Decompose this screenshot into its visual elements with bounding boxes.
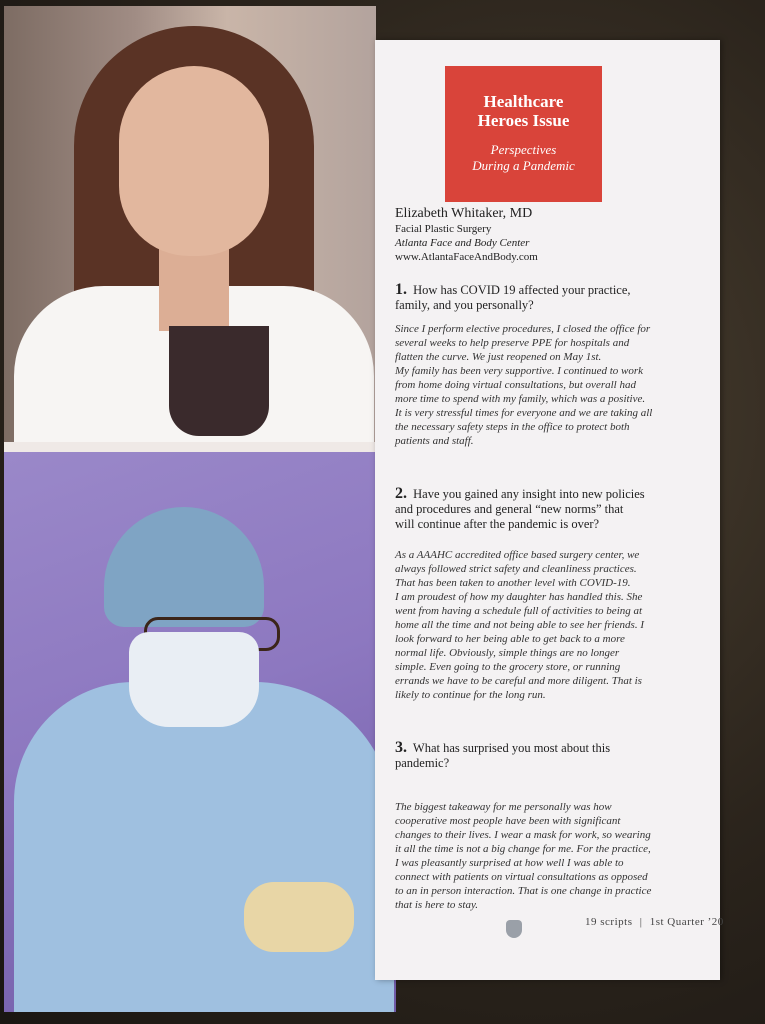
issue-title-line1: Healthcare: [483, 92, 564, 111]
answer-3: [395, 800, 653, 912]
issue-title: [445, 92, 602, 130]
answer-2: [395, 548, 653, 702]
portrait-photo: [4, 6, 376, 442]
photo-divider: [4, 442, 376, 452]
author-specialty: Facial Plastic Surgery: [395, 223, 492, 235]
publication-name: scripts: [600, 916, 633, 928]
page-number: 19: [585, 916, 597, 928]
answer-1-paragraph-1: Since I perform elective procedures, I closed the office for several weeks to help preserve PPE for hospitals and flatten the curve. We just reopened on May 1st.: [395, 323, 651, 363]
surgical-cap-shape: [104, 507, 264, 627]
question-2-number: 2.: [395, 485, 407, 502]
question-3-number: 3.: [395, 739, 407, 756]
answer-1-paragraph-2: My family has been very supportive. I continued to work from home doing virtual consultations, but overall had more time to spend with my family, which was a positive.: [395, 365, 646, 405]
issue-subtitle: [445, 142, 602, 174]
answer-2-paragraph-1: As a AAAHC accredited office based surgery center, we always followed strict safety and cleanliness practices. That has been taken to another level with COVID-19.: [395, 549, 640, 589]
question-1: [395, 282, 645, 313]
author-byline: [395, 206, 635, 264]
issue-date: 1st Quarter ’20: [649, 916, 724, 928]
answer-2-paragraph-2: I am proudest of how my daughter has handled this. She went from having a schedule full of activities to being at home all the time and not being able to see her friends. I look forward to her being able to get back to a more normal life. Obviously, simple things are no longer simple. Even going to the grocery store, or running errands we have to be careful and more diligent. That is likely to continue for the long run.: [395, 591, 644, 701]
issue-header-box: [445, 66, 602, 202]
glove-shape: [244, 882, 354, 952]
question-1-number: 1.: [395, 281, 407, 298]
surgical-gown-shape: [14, 682, 394, 1012]
author-name: Elizabeth Whitaker, MD: [395, 206, 533, 221]
question-1-text: How has COVID 19 affected your practice, family, and you personally?: [395, 283, 631, 312]
question-3: [395, 740, 645, 771]
surgeon-photo: [4, 452, 396, 1012]
question-3-text: What has surprised you most about this pandemic?: [395, 741, 611, 770]
footer-separator: |: [639, 916, 643, 928]
issue-title-line2: Heroes Issue: [477, 111, 570, 130]
answer-3-paragraph-1: The biggest takeaway for me personally was how cooperative most people have been with significant changes to their lives. I wear a mask for work, so wearing it all the time is not a big change for me. For the practice, I was pleasantly surprised at how well I was able to connect with patients on virtual consultations as opposed to an in person interaction. That is one change in practice that is here to stay.: [395, 801, 652, 911]
issue-subtitle-line1: Perspectives: [490, 142, 557, 157]
question-2: [395, 486, 645, 532]
page-footer: [585, 916, 724, 928]
face-shape: [119, 66, 269, 256]
scripts-logo-icon: [506, 920, 522, 938]
author-practice: Atlanta Face and Body Center: [395, 237, 530, 249]
issue-subtitle-line2: During a Pandemic: [472, 158, 575, 173]
answer-1: [395, 322, 653, 448]
author-website: www.AtlantaFaceAndBody.com: [395, 251, 538, 263]
surgical-mask-shape: [129, 632, 259, 727]
answer-1-paragraph-3: It is very stressful times for everyone and we are taking all the necessary safety steps in the office to protect both patients and staff.: [395, 407, 653, 447]
question-2-text: Have you gained any insight into new policies and procedures and general “new norms” that will continue after the pandemic is over?: [395, 487, 645, 531]
blouse-shape: [169, 326, 269, 436]
